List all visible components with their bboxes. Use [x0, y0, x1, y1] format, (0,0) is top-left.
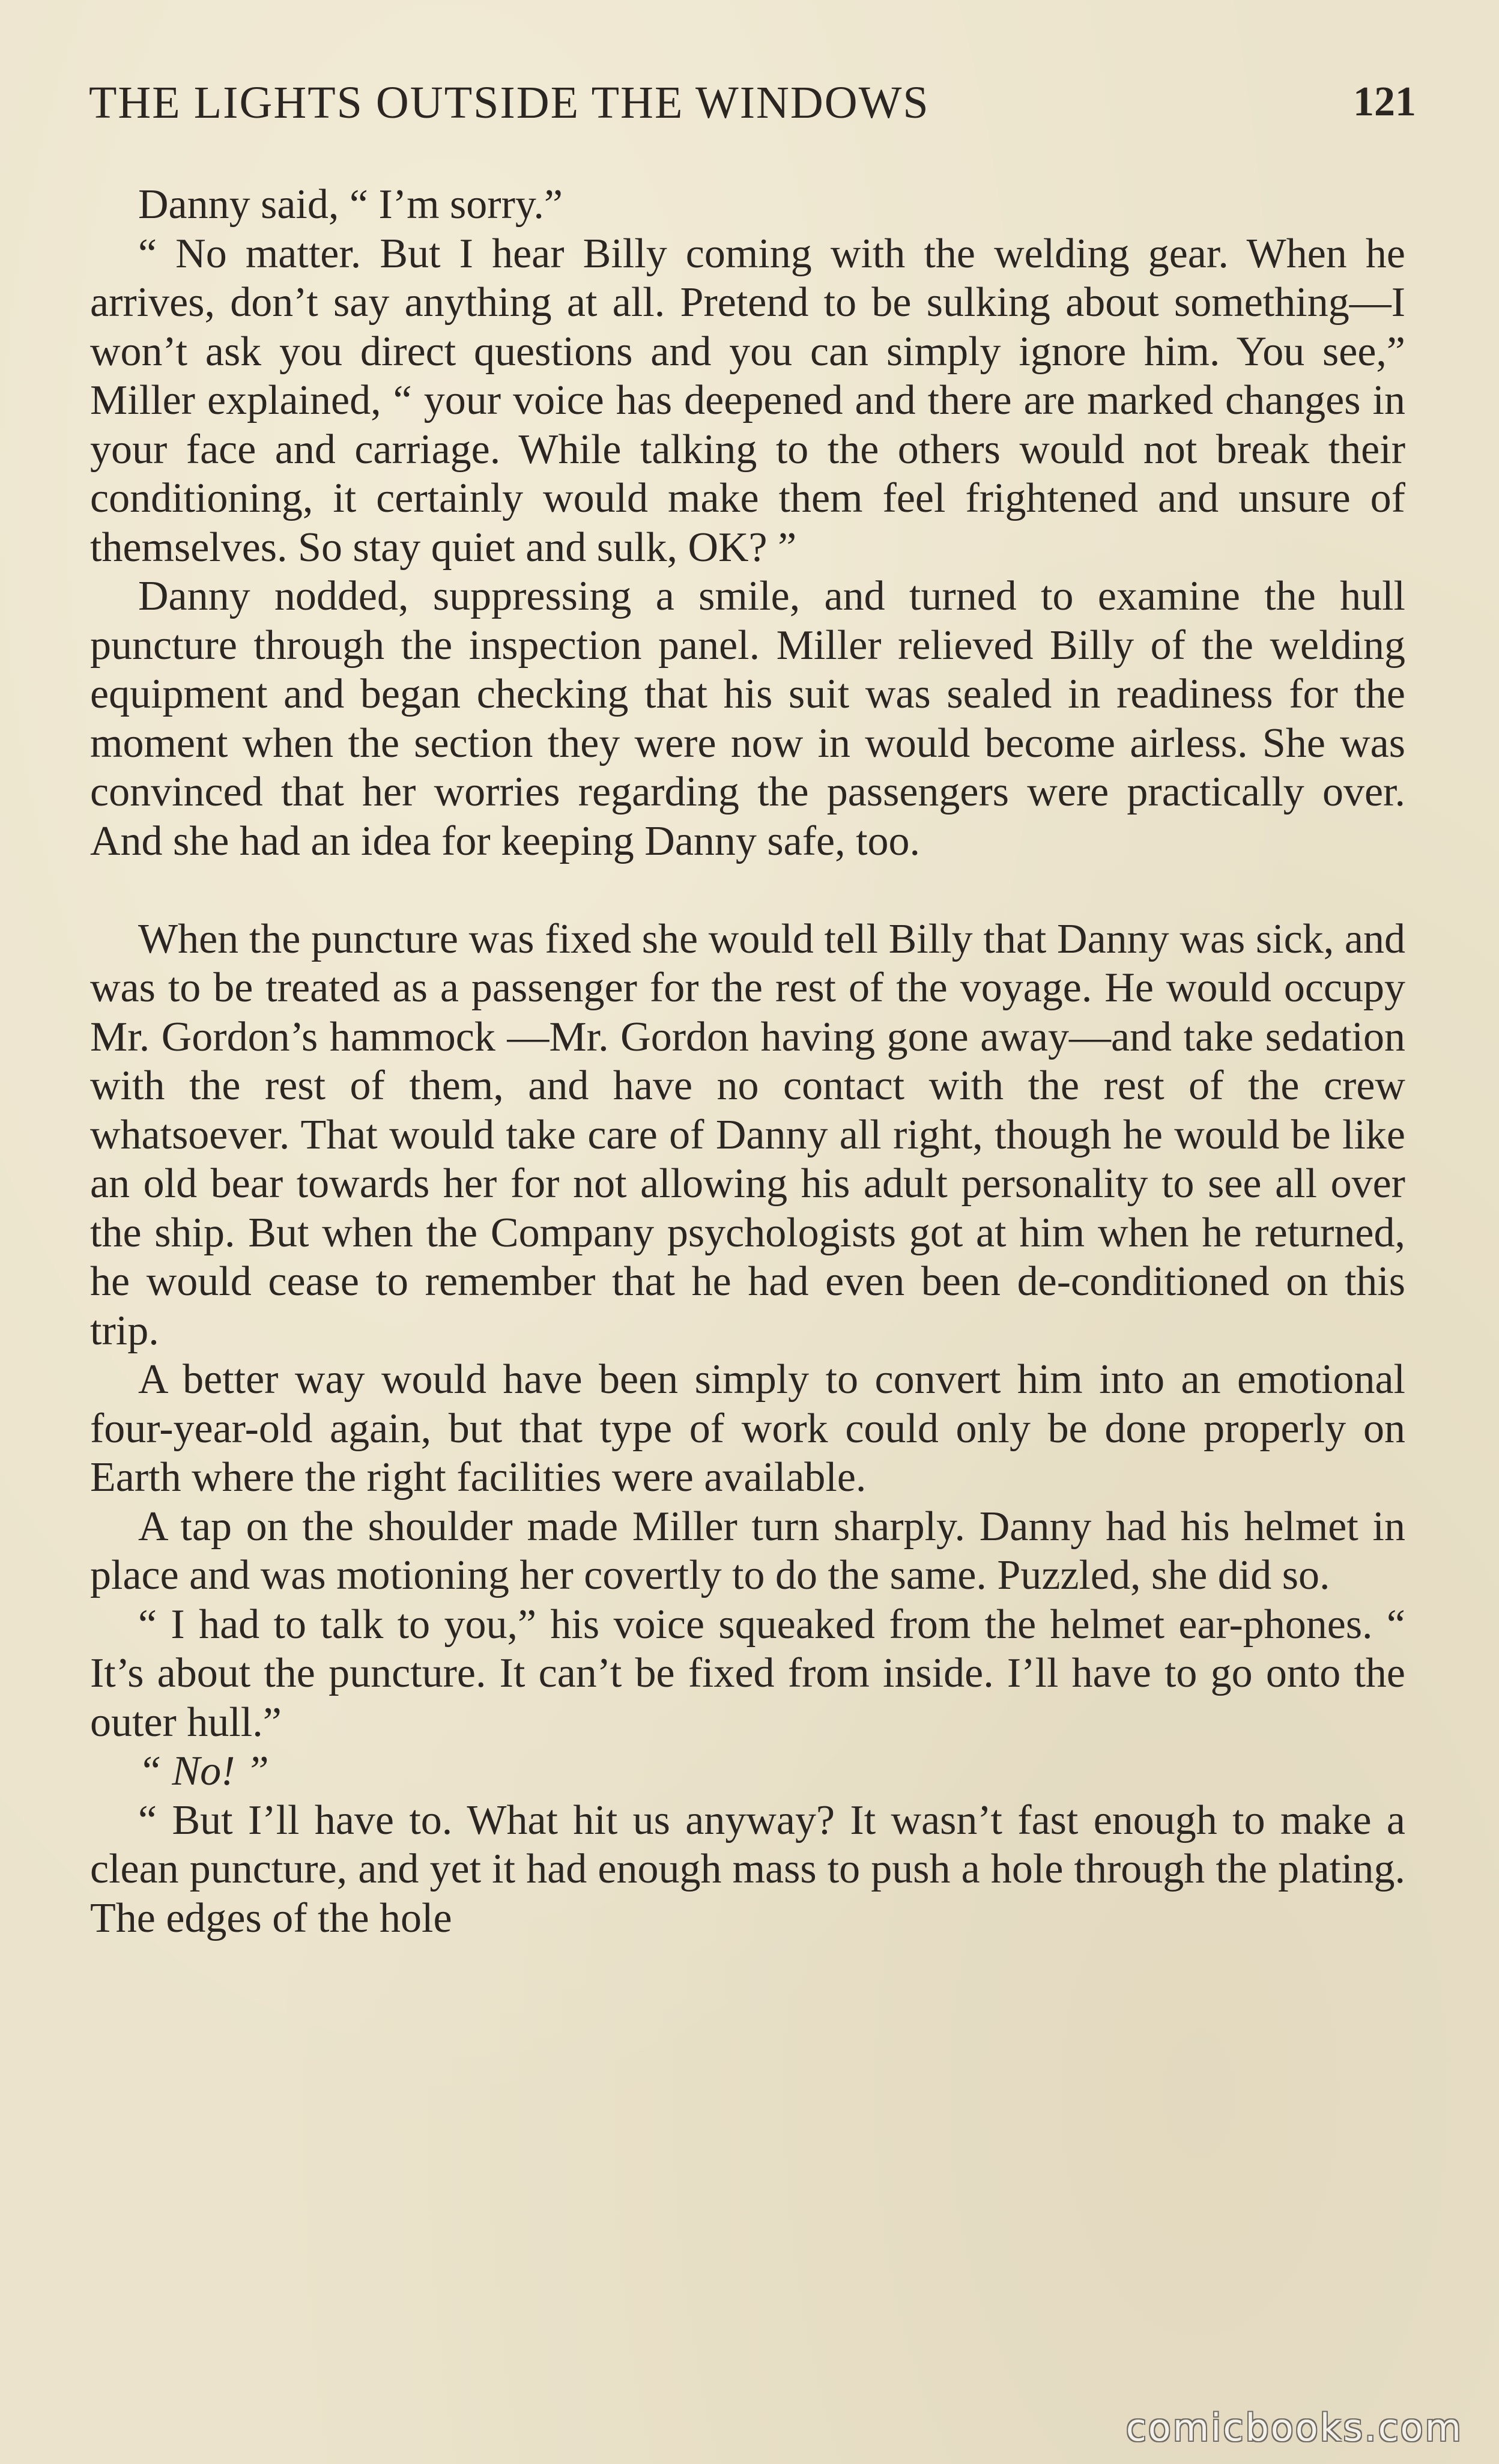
page-header	[89, 77, 1416, 143]
paragraph: “ I had to talk to you,” his voice squeaked from the helmet ear-phones. “ It’s about the puncture. It can’t be fixed from inside. I’ll have to go onto the outer hull.”	[90, 1601, 1405, 1746]
watermark: comicbooks.com	[1125, 2406, 1463, 2450]
body-text	[90, 180, 1405, 1943]
paragraph: “ No matter. But I hear Billy coming with the welding gear. When he arrives, don’t say anything at all. Pretend to be sulking about something—I won’t ask you direct questions and you can simply ignore him. You see,” Miller explained, “ your voice has deepened and there are marked changes in your face and carriage. While talking to the others would not break their conditioning, it certainly would make them feel frightened and unsure of themselves. So stay quiet and sulk, OK? ”	[90, 230, 1405, 571]
paragraph: A better way would have been simply to convert him into an emotional four-year-old again, but that type of work could only be done properly on Earth where the right facilities were available.	[90, 1356, 1405, 1501]
paragraph: A tap on the shoulder made Miller turn sharply. Danny had his helmet in place and was motioning her covertly to do the same. Puzzled, she did so.	[90, 1503, 1405, 1598]
running-head: THE LIGHTS OUTSIDE THE WINDOWS	[89, 77, 930, 128]
paragraph: When the puncture was fixed she would tell Billy that Danny was sick, and was to be treated as a passenger for the rest of the voyage. He would occupy Mr. Gordon’s hammock —Mr. Gordon having gone away—and take sedation with the rest of them, and have no contact with the rest of the crew whatsoever. That would take care of Danny all right, though he would be like an old bear towards her for not allowing his adult personality to see all over the ship. But when the Company psychologists got at him when he returned, he would cease to remember that he had even been de-conditioned on this trip.	[90, 915, 1405, 1354]
paragraph: Danny nodded, suppressing a smile, and turned to examine the hull puncture through the inspection panel. Miller relieved Billy of the welding equipment and began checking that his suit was sealed in readiness for the moment when the section they were now in would become airless. She was convinced that her worries regarding the passengers were practically over. And she had an idea for keeping Danny safe, too.	[90, 573, 1405, 864]
paragraph: “ But I’ll have to. What hit us anyway? It wasn’t fast enough to make a clean puncture, and yet it had enough mass to push a hole through the plating. The edges of the hole	[90, 1797, 1405, 1941]
paragraph: “ No! ”	[138, 1748, 269, 1794]
paragraph: Danny said, “ I’m sorry.”	[138, 181, 563, 228]
page-number: 121	[1353, 79, 1416, 125]
